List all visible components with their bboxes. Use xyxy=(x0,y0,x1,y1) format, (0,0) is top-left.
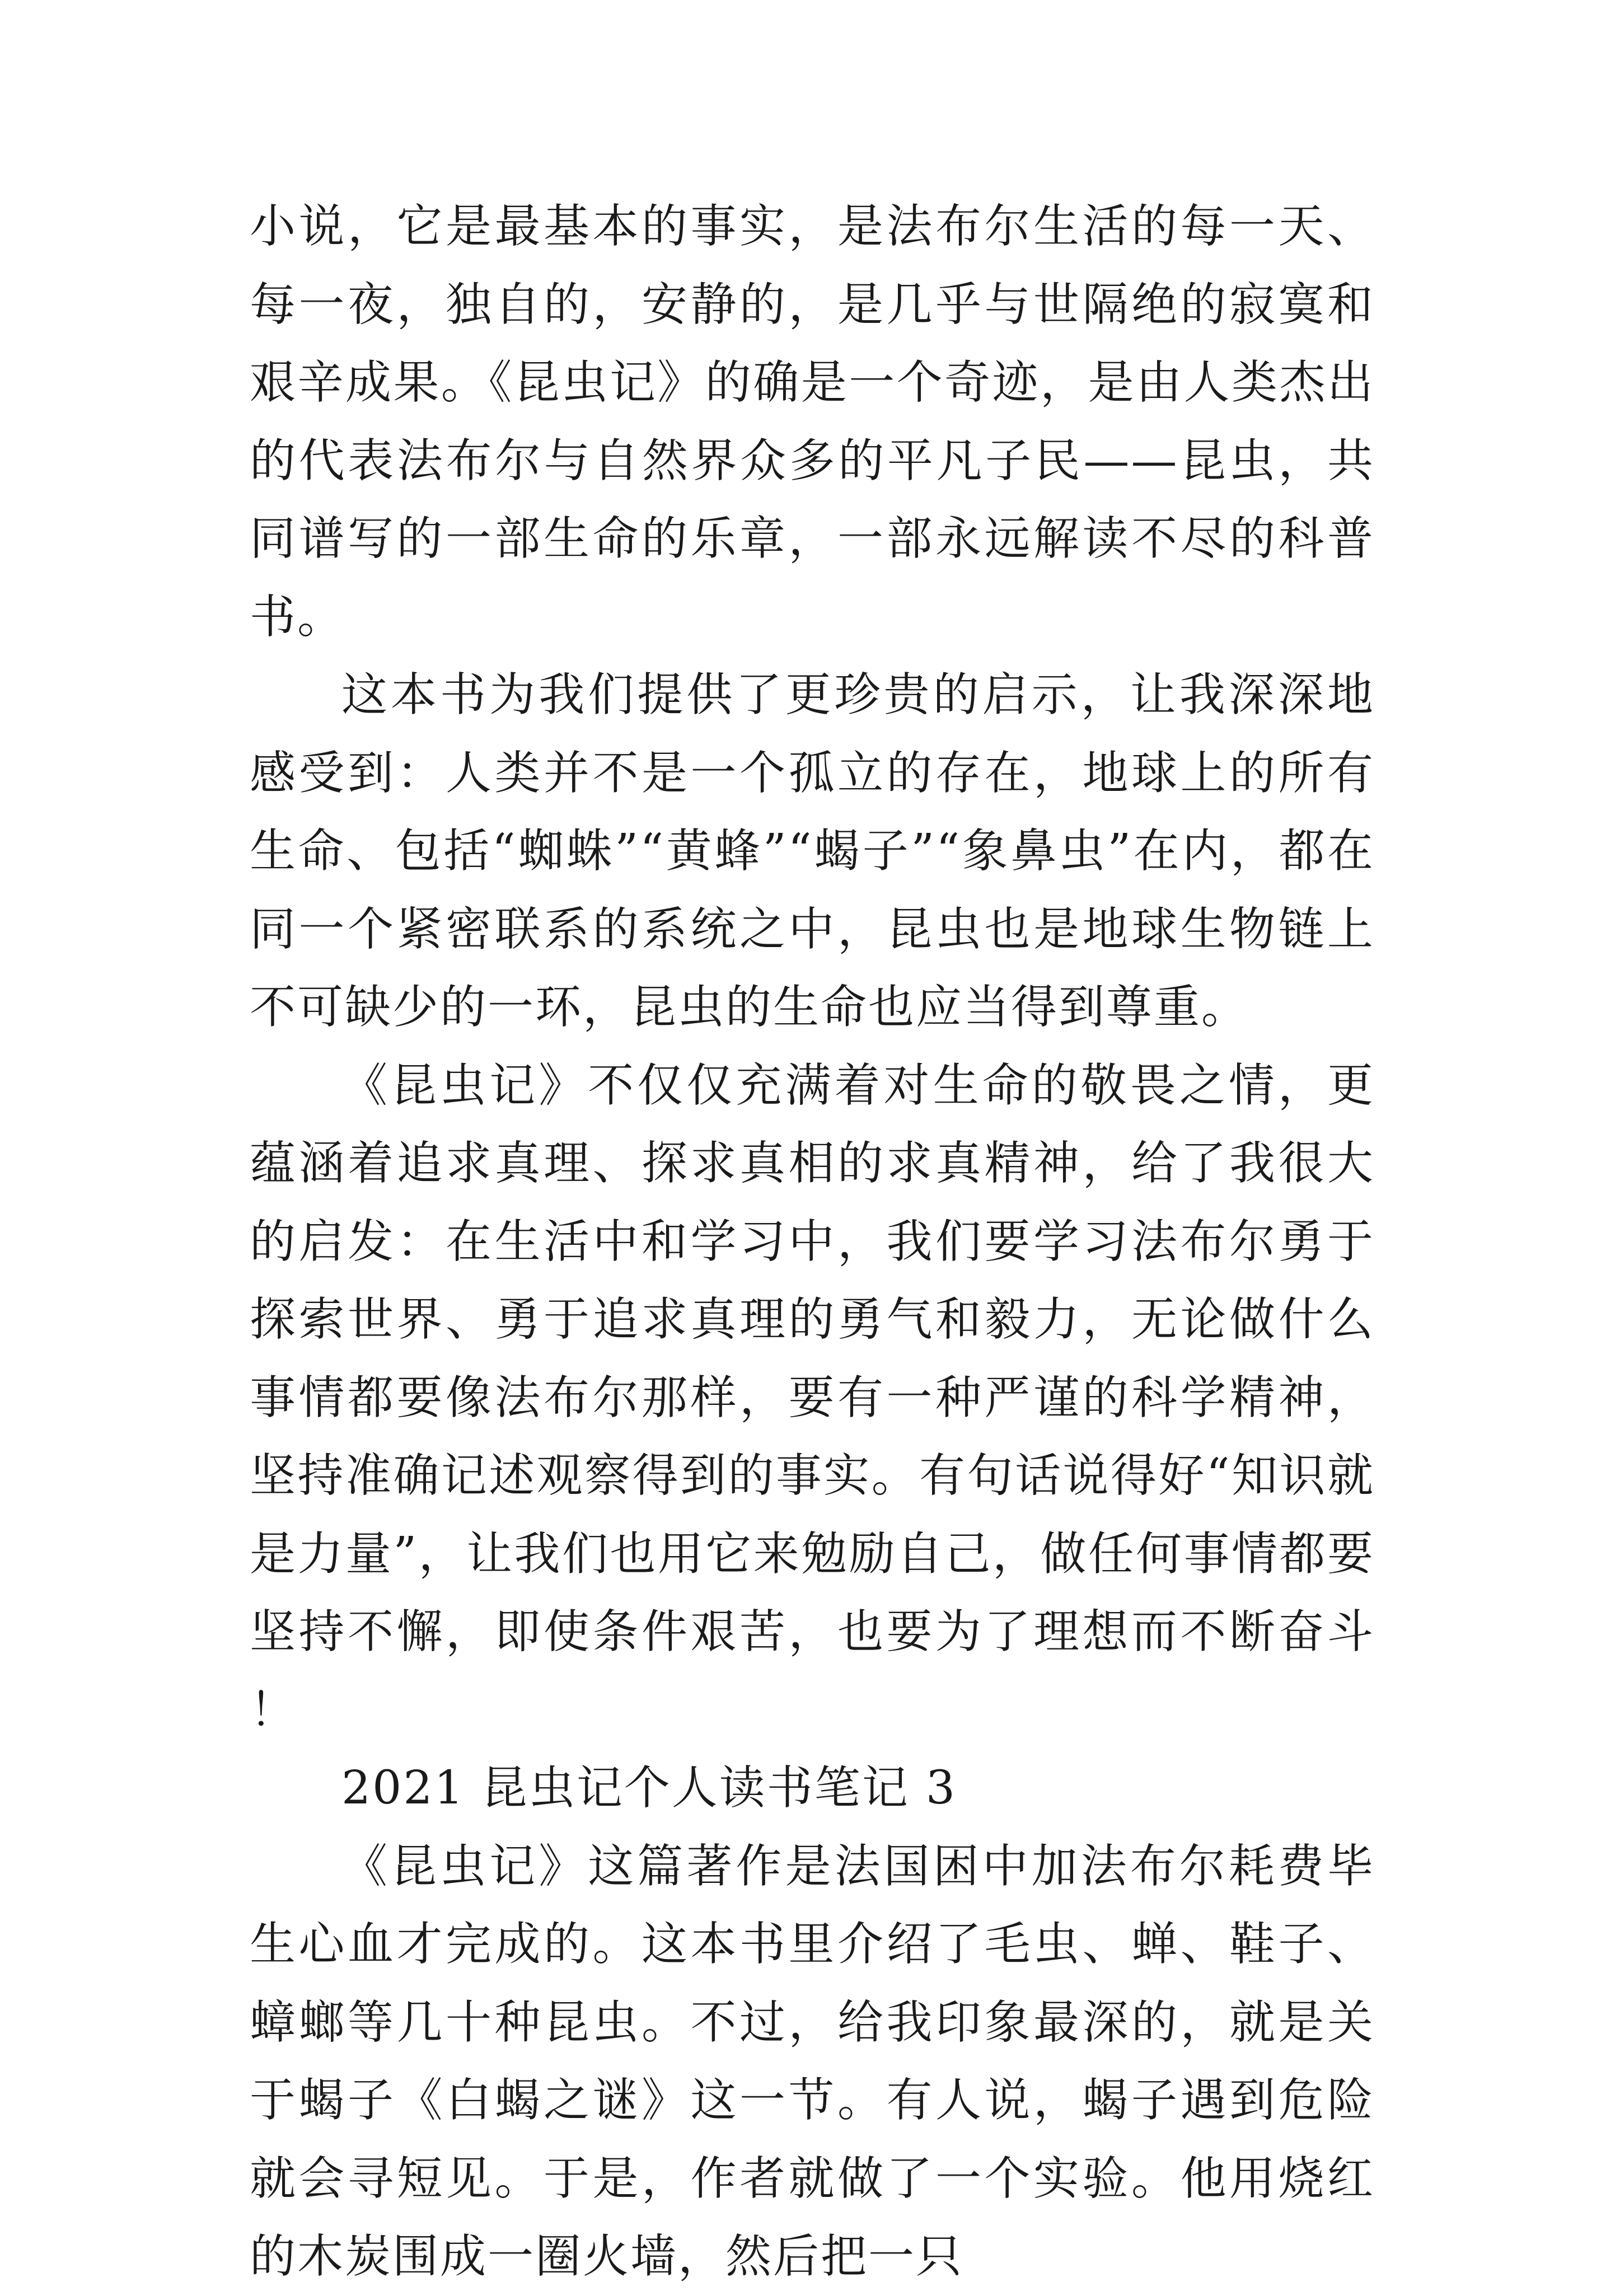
paragraph-2: 这本书为我们提供了更珍贵的启示，让我深深地感受到：人类并不是一个孤立的存在，地球上的所有生命、包括“蜘蛛”“黄蜂”“蝎子”“象鼻虫”在内，都在同一个紧密联系的系统之中，昆虫也是地球生物链上不可缺少的一环，昆虫的生命也应当得到尊重。 xyxy=(250,668,1375,1034)
document-body xyxy=(250,188,1375,2296)
paragraph-4: 《昆虫记》这篇著作是法国困中加法布尔耗费毕生心血才完成的。这本书里介绍了毛虫、蝉、鞋子、蟑螂等几十种昆虫。不过，给我印象最深的，就是关于蝎子《白蝎之谜》这一节。有人说，蝎子遇到危险就会寻短见。于是，作者就做了一个实验。他用烧红的木炭围成一圈火墙，然后把一只 xyxy=(250,1839,1375,2283)
paragraph-3: 《昆虫记》不仅仅充满着对生命的敬畏之情，更蕴涵着追求真理、探求真相的求真精神，给了我很大的启发：在生活中和学习中，我们要学习法布尔勇于探索世界、勇于追求真理的勇气和毅力，无论做什么事情都要像法布尔那样，要有一种严谨的科学精神，坚持准确记述观察得到的事实。有句话说得好“知识就是力量”，让我们也用它来勉励自己，做任何事情都要坚持不懈，即使条件艰苦，也要为了理想而不断奋斗！ xyxy=(250,1058,1375,1737)
paragraph-1: 小说，它是最基本的事实，是法布尔生活的每一天、每一夜，独自的，安静的，是几乎与世隔绝的寂寞和艰辛成果。《昆虫记》的确是一个奇迹，是由人类杰出的代表法布尔与自然界众多的平凡子民——昆虫，共同谱写的一部生命的乐章，一部永远解读不尽的科普书。 xyxy=(250,200,1375,644)
section-heading: 2021 昆虫记个人读书笔记 3 xyxy=(341,1761,957,1815)
